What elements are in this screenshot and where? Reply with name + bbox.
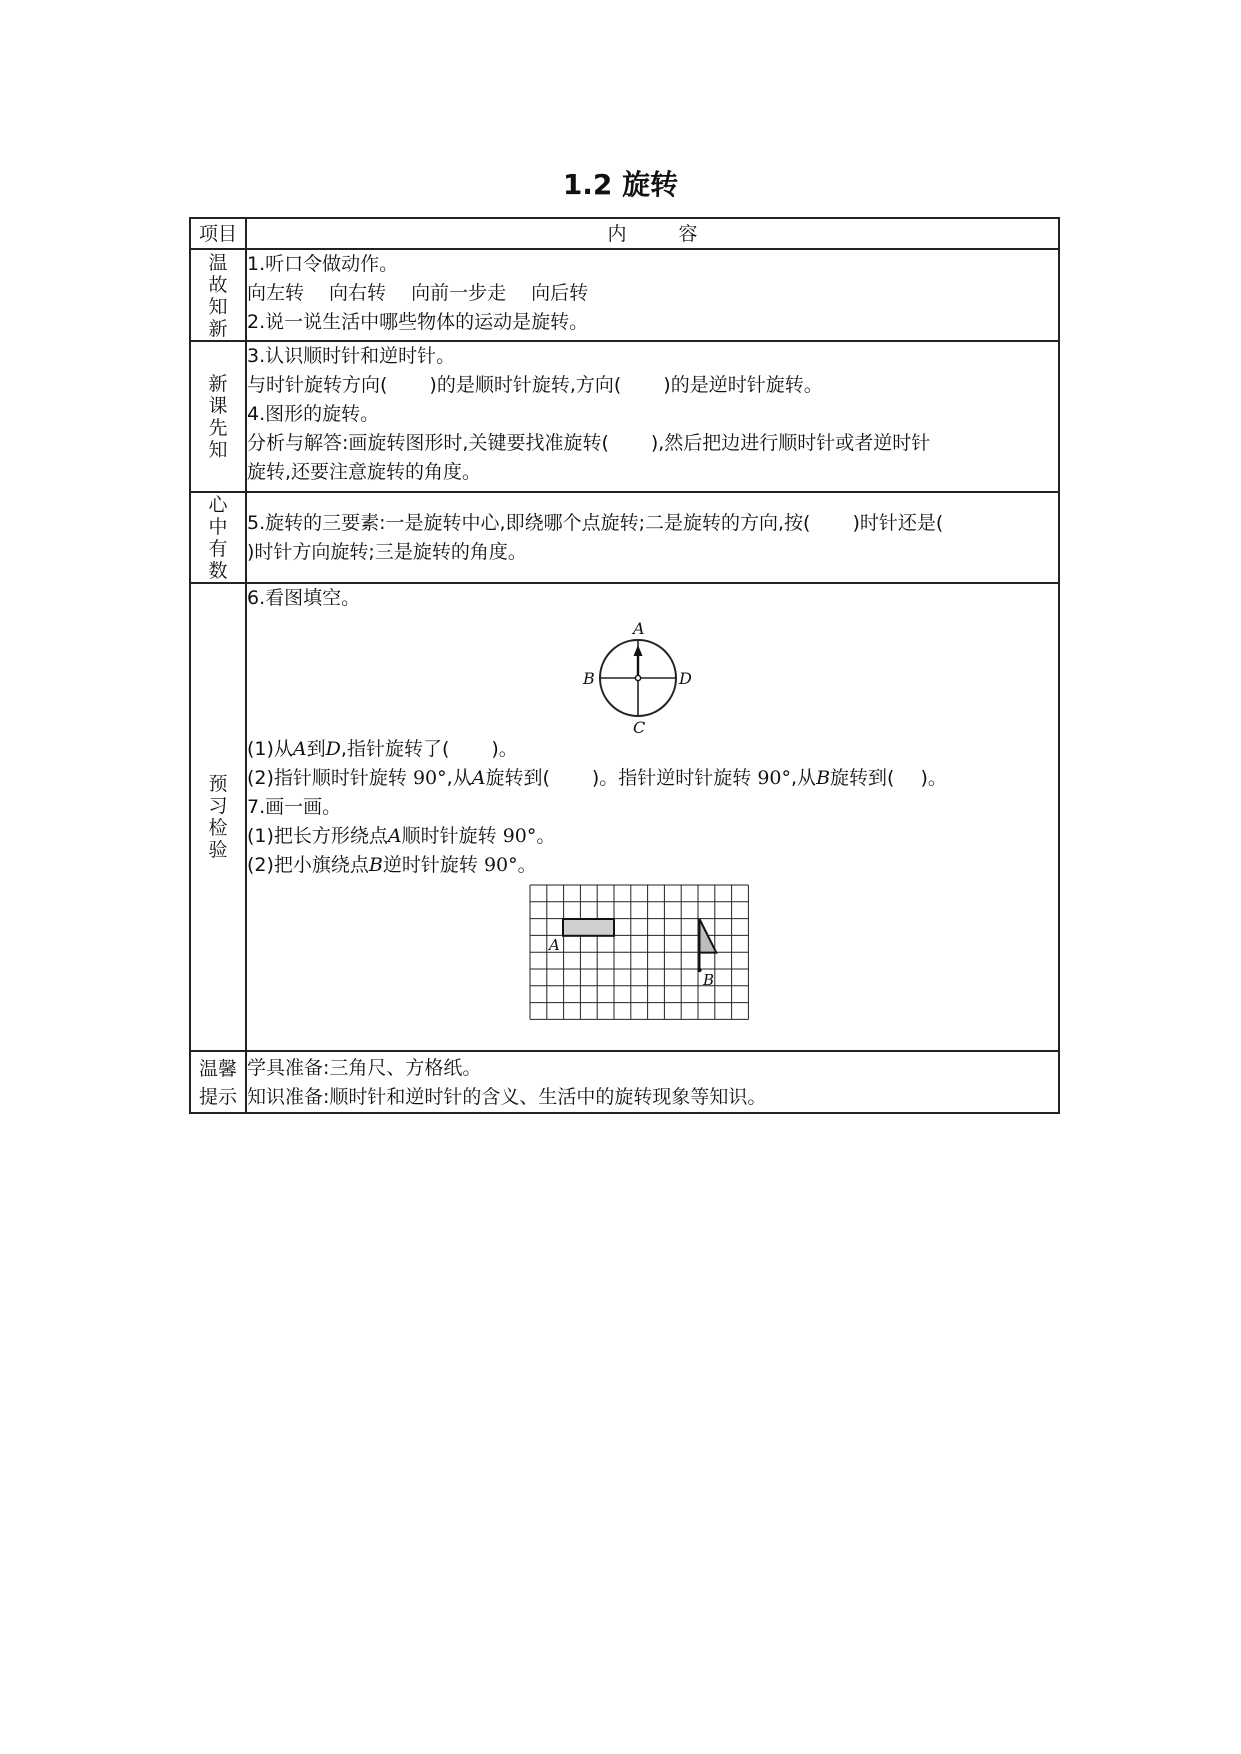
row-tips [190, 1051, 1059, 1113]
row-content-check [246, 583, 1059, 1051]
grid-figure [529, 884, 755, 1021]
row-check [190, 583, 1059, 1051]
row-content-review [246, 249, 1059, 341]
label-line: 提示 [198, 1086, 237, 1108]
header-label: 项目 [190, 218, 246, 249]
label-char: 新 [208, 318, 228, 340]
label-char: 预 [208, 773, 228, 795]
row-content-mind [246, 492, 1059, 583]
row-review [190, 249, 1059, 341]
label-char: 先 [208, 416, 228, 439]
dial-center-dot [635, 675, 640, 680]
label-char: 中 [208, 515, 228, 538]
label-char: 课 [208, 394, 228, 417]
text-line: 6.看图填空。 [247, 587, 361, 609]
label-char: 新 [208, 372, 228, 395]
text-line: )时针方向旋转;三是旋转的角度。 [247, 540, 527, 563]
row-label-tips [190, 1051, 246, 1113]
label-char: 检 [208, 817, 228, 839]
label-char: 数 [208, 559, 228, 582]
dial-label-b: B [583, 669, 595, 688]
label-char: 习 [208, 795, 228, 817]
row-content-preview [246, 341, 1059, 492]
label-char: 心 [208, 493, 228, 516]
text-line: (2)把小旗绕点B逆时针旋转 90°。 [247, 854, 537, 876]
label-line: 温馨 [198, 1058, 237, 1080]
label-char: 验 [208, 839, 228, 861]
page-title: 1.2 旋转 [562, 168, 679, 201]
label-char: 知 [208, 296, 228, 318]
pointer-arrow-head [634, 645, 643, 656]
dial-label-c: C [633, 718, 646, 735]
header-content-b: 容 [678, 223, 698, 245]
text-line: 5.旋转的三要素:一是旋转中心,即绕哪个点旋转;二是旋转的方向,按( )时针还是( [247, 511, 944, 534]
text-line: 4.图形的旋转。 [247, 403, 380, 425]
text-line: 1.听口令做动作。 [247, 253, 399, 275]
label-char: 故 [208, 274, 228, 296]
text-line: 7.画一画。 [247, 796, 342, 818]
text-line: 旋转,还要注意旋转的角度。 [247, 461, 482, 483]
clock-dial-figure [578, 617, 698, 735]
row-mind [190, 492, 1059, 583]
row-label-mind [190, 492, 246, 583]
row-preview [190, 341, 1059, 492]
label-char: 知 [208, 438, 228, 461]
text-line: 学具准备:三角尺、方格纸。 [247, 1057, 482, 1079]
text-line: (1)从A到D,指针旋转了( )。 [247, 738, 518, 760]
dial-label-a: A [633, 619, 645, 638]
rectangle-shape [563, 919, 614, 936]
text-line: (2)指针顺时针旋转 90°,从A旋转到( )。指针逆时针旋转 90°,从B旋转到( )。 [247, 767, 947, 789]
text-line: 3.认识顺时针和逆时针。 [247, 345, 456, 367]
label-char: 温 [208, 252, 228, 274]
row-label-preview [190, 341, 246, 492]
row-label-check [190, 583, 246, 1051]
label-char: 有 [208, 537, 228, 560]
grid-label-b: B [703, 971, 715, 989]
point-b-dot [697, 968, 701, 972]
header-content-a: 内 [607, 223, 627, 245]
text-line: 知识准备:顺时针和逆时针的含义、生活中的旋转现象等知识。 [247, 1086, 767, 1108]
text-line: 与时针旋转方向( )的是顺时针旋转,方向( )的是逆时针旋转。 [247, 374, 823, 396]
text-line: 向左转 向右转 向前一步走 向后转 [247, 282, 589, 304]
row-content-tips [246, 1051, 1059, 1113]
lesson-table [189, 217, 1060, 1114]
grid-label-a: A [549, 936, 560, 954]
header-content [246, 218, 1059, 249]
dial-label-d: D [679, 669, 692, 688]
text-line: 2.说一说生活中哪些物体的运动是旋转。 [247, 311, 589, 333]
header-row [190, 218, 1059, 249]
text-line: (1)把长方形绕点A顺时针旋转 90°。 [247, 825, 556, 847]
text-line: 分析与解答:画旋转图形时,关键要找准旋转( ),然后把边进行顺时针或者逆时针 [247, 432, 931, 454]
row-label-review [190, 249, 246, 341]
